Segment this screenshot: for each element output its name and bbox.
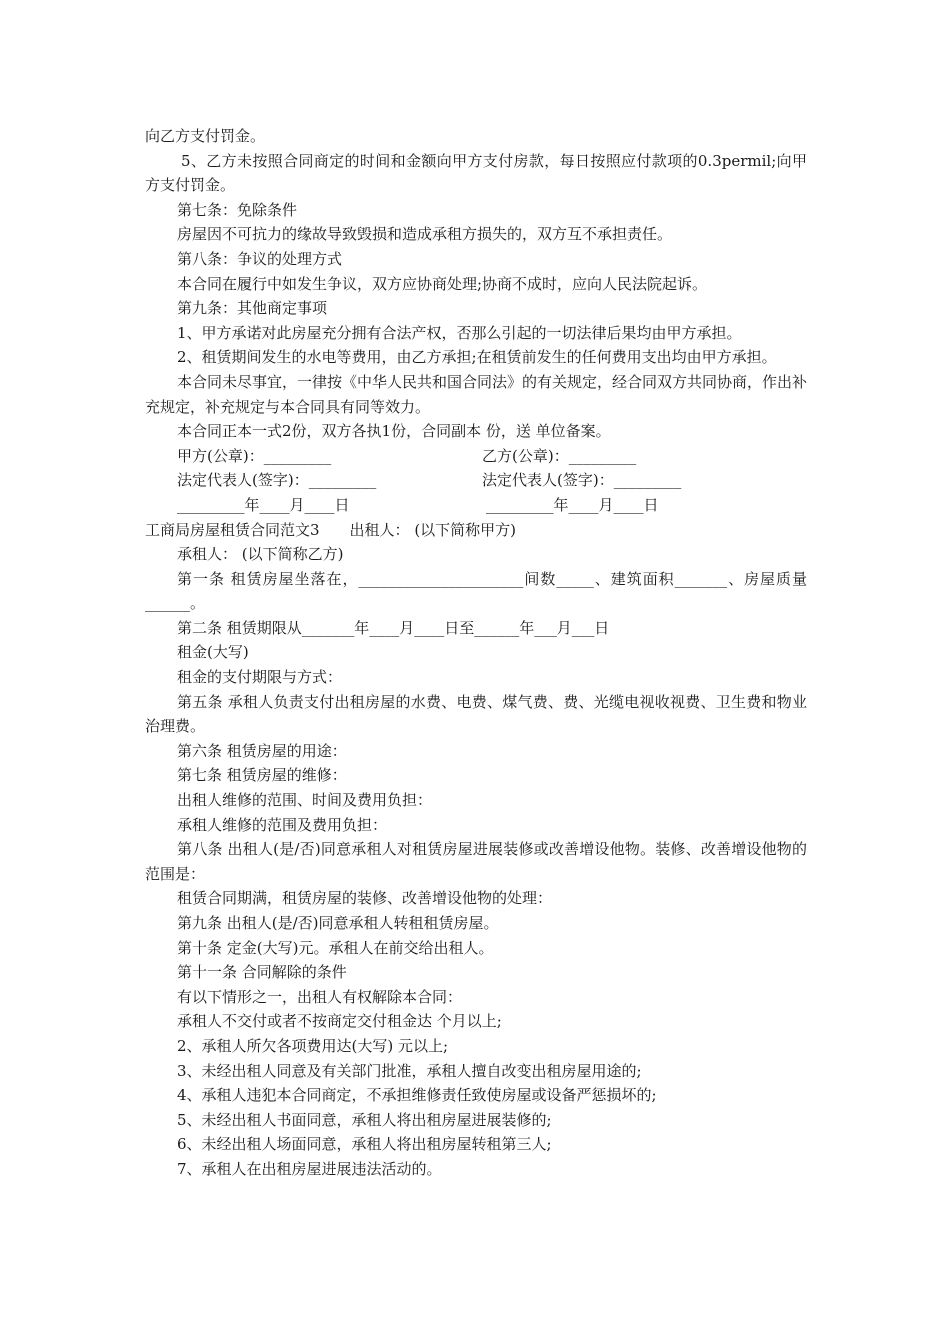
paragraph: 租赁合同期满，租赁房屋的装修、改善增设他物的处理：: [177, 889, 553, 908]
section-title: 工商局房屋租赁合同范文3: [145, 520, 320, 539]
paragraph: 第七条 租赁房屋的维修：: [177, 766, 347, 785]
party-b-rep: 法定代表人(签字)：_________: [482, 471, 682, 490]
paragraph: 第十一条 合同解除的条件: [177, 963, 347, 982]
list-item: 7、承租人在出租房屋进展违法活动的。: [177, 1159, 442, 1178]
party-a-rep: 法定代表人(签字)：_________: [177, 471, 377, 490]
party-b-date: _________年____月____日: [486, 495, 659, 514]
section-heading: 第八条：争议的处理方式: [177, 249, 343, 268]
party-a-date: _________年____月____日: [177, 495, 350, 514]
paragraph: 向乙方支付罚金。: [145, 127, 266, 145]
list-item: 3、未经出租人同意及有关部门批准，承租人擅自改变出租房屋用途的;: [177, 1061, 642, 1080]
paragraph: 第八条 出租人(是/否)同意承租人对租赁房屋进展装修或改善增设他物。装修、改善增设他物的范围是：: [145, 840, 807, 883]
section-title-line: [145, 518, 807, 543]
paragraph: 第五条 承租人负责支付出租房屋的水费、电费、煤气费、费、光缆电视收视费、卫生费和物业治理费。: [145, 692, 807, 736]
signature-seal-row: [145, 444, 807, 469]
list-item: 4、承租人违犯本合同商定，不承担维修责任致使房屋或设备严惩损坏的;: [177, 1086, 657, 1105]
paragraph: 第一条 租赁房屋坐落在，______________________间数_____、建筑面积_______、房屋质量______。: [145, 569, 807, 613]
paragraph: 第二条 租赁期限从_______年____月____日至______年___月___日: [177, 618, 610, 637]
contract-body: [145, 124, 807, 1182]
list-item: 2、承租人所欠各项费用达(大写) 元以上;: [177, 1036, 449, 1055]
paragraph: 本合同正本一式2份，双方各执1份，合同副本 份，送 单位备案。: [177, 422, 611, 441]
paragraph: 5、乙方未按照合同商定的时间和金额向甲方支付房款，每日按照应付款项的0.3permil;向甲方支付罚金。: [145, 151, 807, 195]
paragraph: 本合同在履行中如发生争议，双方应协商处理;协商不成时，应向人民法院起诉。: [177, 274, 708, 293]
paragraph: 1、甲方承诺对此房屋充分拥有合法产权，否那么引起的一切法律后果均由甲方承担。: [177, 323, 742, 342]
paragraph: 出租人维修的范围、时间及费用负担：: [177, 791, 433, 810]
paragraph: 租金(大写): [177, 643, 249, 662]
signature-rep-row: [145, 468, 807, 493]
paragraph: 第十条 定金(大写)元。承租人在前交给出租人。: [177, 938, 494, 957]
list-item: 承租人不交付或者不按商定交付租金达 个月以上;: [177, 1012, 502, 1031]
signature-date-row: [145, 493, 807, 518]
paragraph: 本合同未尽事宜，一律按《中华人民共和国合同法》的有关规定，经合同双方共同协商，作出补充规定，补充规定与本合同具有同等效力。: [145, 372, 808, 416]
paragraph: 租金的支付期限与方式：: [177, 668, 343, 687]
lessee-line: 承租人： (以下简称乙方): [177, 545, 344, 564]
paragraph: 2、租赁期间发生的水电等费用，由乙方承担;在租赁前发生的任何费用支出均由甲方承担。: [177, 348, 777, 367]
paragraph: 承租人维修的范围及费用负担：: [177, 815, 388, 834]
section-heading: 第九条：其他商定事项: [177, 299, 328, 318]
paragraph: 有以下情形之一，出租人有权解除本合同：: [177, 987, 463, 1006]
paragraph: 房屋因不可抗力的缘故导致毁损和造成承租方损失的，双方互不承担责任。: [177, 225, 673, 244]
section-heading: 第七条：免除条件: [177, 200, 298, 219]
party-a-seal: 甲方(公章)：_________: [177, 446, 332, 465]
paragraph: 第九条 出租人(是/否)同意承租人转租租赁房屋。: [177, 914, 499, 932]
list-item: 6、未经出租人场面同意，承租人将出租房屋转租第三人;: [177, 1135, 552, 1154]
paragraph: 第六条 租赁房屋的用途：: [177, 741, 347, 760]
lessor-line: 出租人： (以下简称甲方): [349, 520, 517, 539]
party-b-seal: 乙方(公章)：_________: [482, 446, 637, 465]
list-item: 5、未经出租人书面同意，承租人将出租房屋进展装修的;: [177, 1110, 552, 1129]
